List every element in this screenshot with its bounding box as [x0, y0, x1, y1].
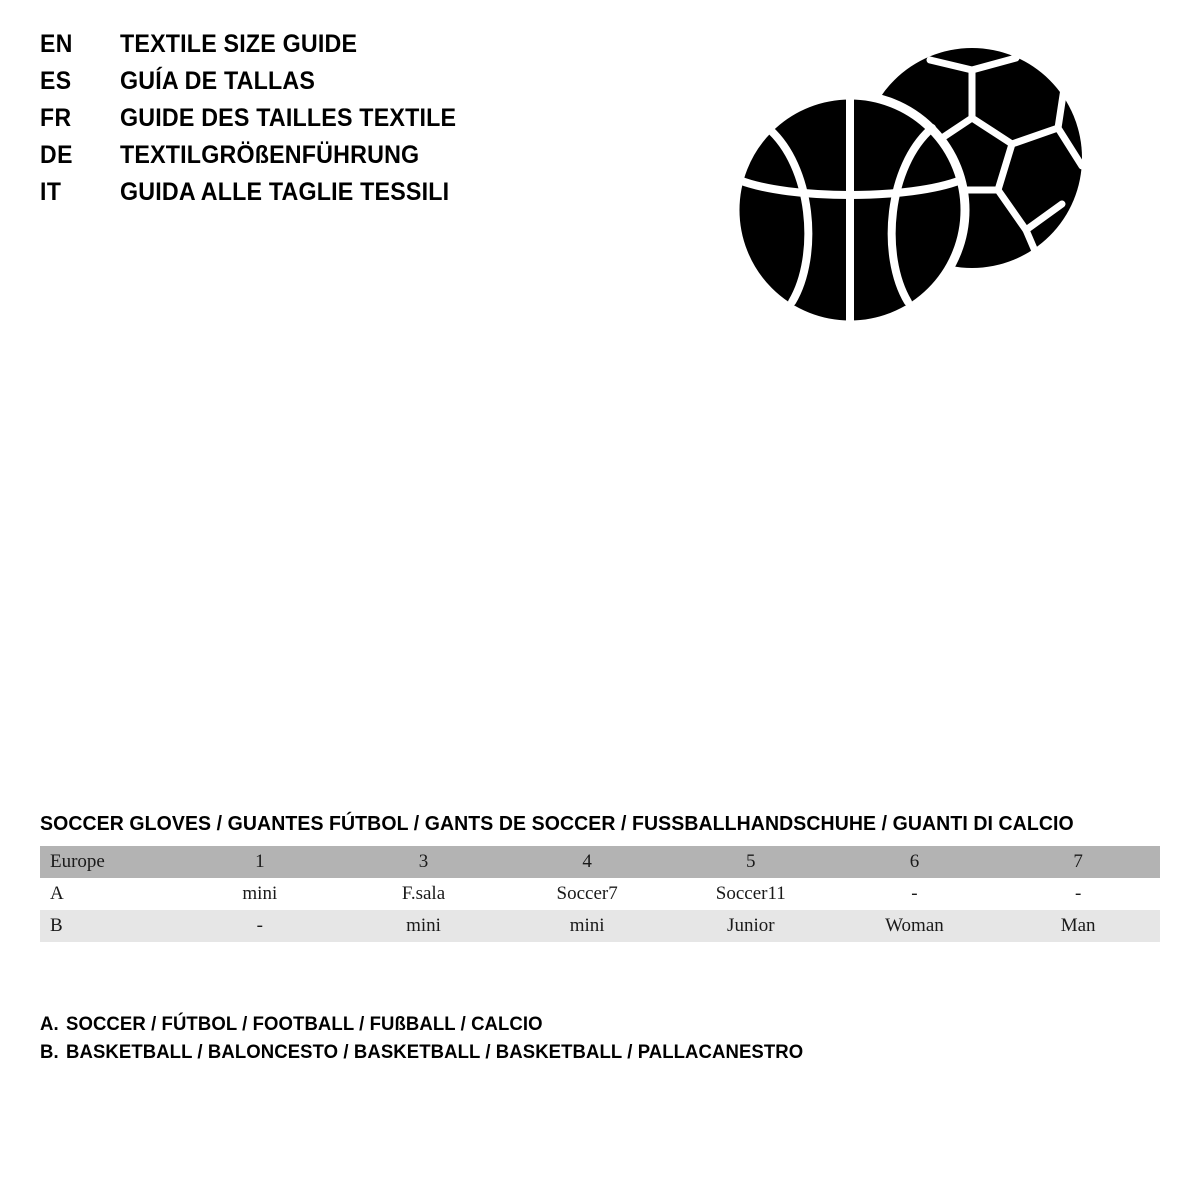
table-header-size-5: 5 [669, 846, 833, 878]
table-header-size-7: 7 [996, 846, 1160, 878]
language-code-en: EN [40, 30, 73, 58]
table-header-region: Europe [40, 846, 178, 878]
table-cell-b-7: Man [996, 910, 1160, 942]
language-row-es [40, 67, 680, 104]
table-header-size-1: 1 [178, 846, 342, 878]
balls-icon [720, 40, 1100, 330]
language-code-es: ES [40, 67, 72, 95]
table-header-row [40, 846, 1160, 878]
language-label-fr: GUIDE DES TAILLES TEXTILE [120, 104, 457, 132]
legend [40, 1013, 1040, 1069]
legend-key-b: B. [40, 1041, 59, 1063]
language-label-es: GUÍA DE TALLAS [120, 67, 316, 95]
table-row [40, 910, 1160, 942]
legend-text-a: SOCCER / FÚTBOL / FOOTBALL / FUßBALL / CALCIO [66, 1013, 543, 1035]
table-cell-a-7: - [996, 878, 1160, 910]
table-row-label-a: A [40, 878, 178, 910]
legend-item-b [40, 1041, 1040, 1069]
language-code-de: DE [40, 141, 73, 169]
language-row-en [40, 30, 680, 67]
table-header-size-6: 6 [833, 846, 997, 878]
balls-illustration [720, 40, 1100, 330]
table-cell-a-3: F.sala [342, 878, 506, 910]
table-cell-b-4: mini [505, 910, 669, 942]
table-row-label-b: B [40, 910, 178, 942]
table-cell-b-1: - [178, 910, 342, 942]
table-row [40, 878, 1160, 910]
table-header-size-4: 4 [505, 846, 669, 878]
language-list [40, 30, 680, 215]
language-code-fr: FR [40, 104, 72, 132]
language-row-it [40, 178, 680, 215]
table-cell-b-5: Junior [669, 910, 833, 942]
size-table-section [40, 812, 1160, 942]
language-row-fr [40, 104, 680, 141]
basketball-icon [735, 95, 965, 325]
language-label-de: TEXTILGRÖßENFÜHRUNG [120, 141, 420, 169]
legend-key-a: A. [40, 1013, 59, 1035]
table-cell-a-4: Soccer7 [505, 878, 669, 910]
table-header-size-3: 3 [342, 846, 506, 878]
language-label-it: GUIDA ALLE TAGLIE TESSILI [120, 178, 450, 206]
table-cell-a-5: Soccer11 [669, 878, 833, 910]
table-cell-b-6: Woman [833, 910, 997, 942]
legend-text-b: BASKETBALL / BALONCESTO / BASKETBALL / BASKETBALL / PALLACANESTRO [66, 1041, 804, 1063]
table-cell-a-6: - [833, 878, 997, 910]
language-row-de [40, 141, 680, 178]
size-table-title: SOCCER GLOVES / GUANTES FÚTBOL / GANTS DE SOCCER / FUSSBALLHANDSCHUHE / GUANTI DI CALCIO [40, 812, 1074, 835]
language-code-it: IT [40, 178, 62, 206]
table-cell-b-3: mini [342, 910, 506, 942]
table-cell-a-1: mini [178, 878, 342, 910]
legend-item-a [40, 1013, 1040, 1041]
soccer-gloves-size-table [40, 846, 1160, 942]
language-label-en: TEXTILE SIZE GUIDE [120, 30, 358, 58]
